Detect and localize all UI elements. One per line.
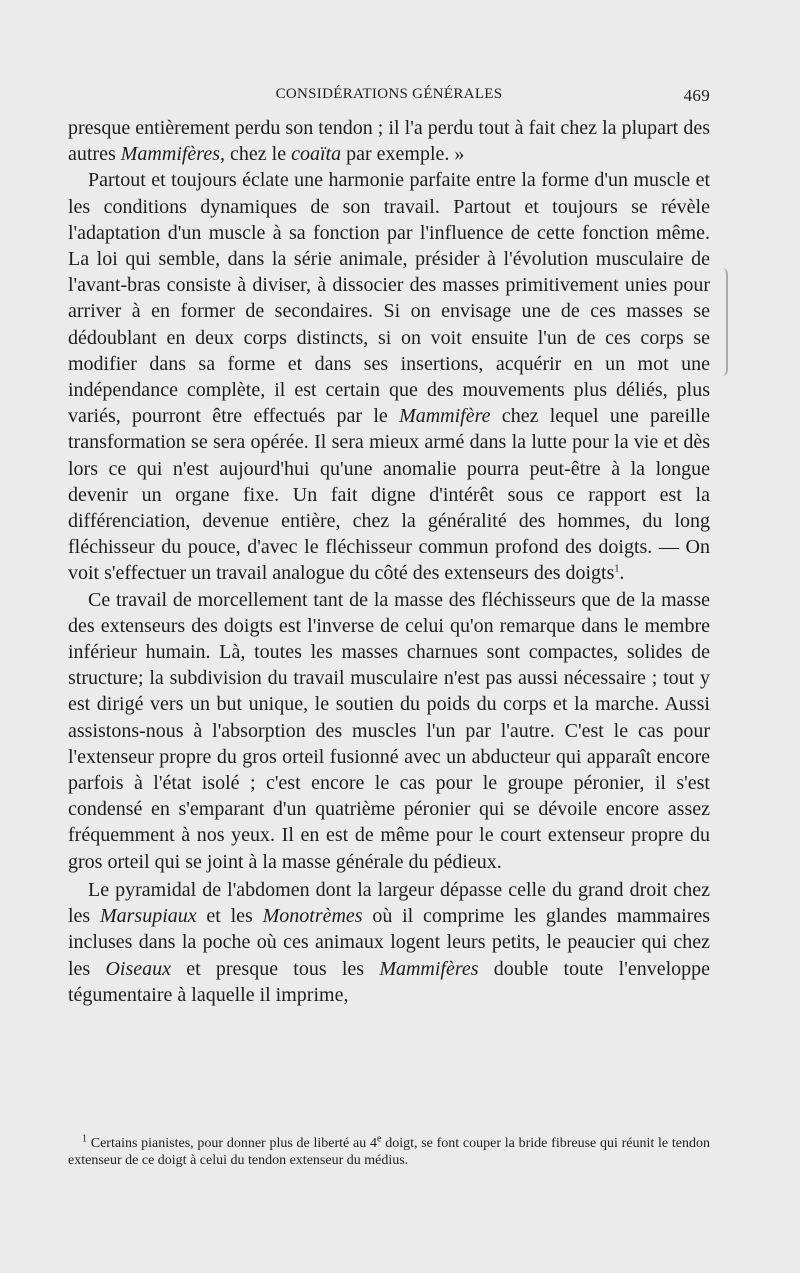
text-run: presque entièrement perdu son tendon ; il l'a perdu tout à fait chez la plupart des autres (68, 117, 710, 166)
italic-term: Mammifères (379, 957, 479, 980)
margin-pencil-mark (716, 268, 728, 376)
text-run: , chez le (220, 143, 292, 166)
page-number: 469 (683, 86, 710, 105)
paragraph (68, 587, 710, 875)
text-run: . (619, 562, 625, 585)
running-title: CONSIDÉRATIONS GÉNÉRALES (275, 86, 503, 102)
italic-term: Monotrèmes (262, 905, 363, 928)
text-run: chez lequel une pareille transformation se sera opérée. Il sera mieux armé dans la lutte pour la vie et dès lors ce qui n'est aujourd'hui qu'une anomalie pourra peut-être à la longue devenir un organe fixe. Un fait digne d'intérêt sous ce rapport est la différenciation, devenue entière, chez la généralité des hommes, du long fléchisseur du pouce, d'avec le fléchisseur commun profond des doigts. — On voit s'effectuer un travail analogue du côté des extenseurs des doigts (68, 405, 710, 585)
italic-term: Mammifère (399, 405, 491, 428)
text-run: double toute l'enveloppe tégumentaire à laquelle il imprime, (68, 957, 711, 1006)
italic-term: coaïta (291, 143, 342, 166)
body-text (68, 115, 710, 1008)
page-header (68, 86, 710, 108)
superscript: e (376, 1133, 382, 1145)
footnote-text (68, 1135, 710, 1169)
text-run: par exemple. » (341, 143, 465, 166)
text-run: et les (196, 905, 263, 928)
italic-term: Mammifères (120, 143, 221, 166)
paragraph (68, 167, 710, 586)
italic-term: Oiseaux (105, 957, 171, 980)
text-run: doigt, se font couper la bride fibreuse qui réunit le tendon extenseur de ce doigt à celui du tendon extenseur du médius. (68, 1136, 710, 1168)
paragraph (68, 877, 710, 1008)
text-run: Ce travail de morcellement tant de la masse des fléchisseurs que de la masse des extenseurs des doigts est l'inverse de celui qu'on remarque dans le membre inférieur humain. Là, toutes les masses charnues sont compactes, solides de structure; la subdivision du travail musculaire n'est pas aussi nécessaire ; tout y est dirigé vers un but unique, le soutien du poids du corps et la marche. Aussi assistons-nous à l'absorption des muscles l'un par l'autre. C'est le cas pour l'extenseur propre du gros orteil fusionné avec un abducteur qui apparaît encore parfois à l'état isolé ; c'est encore le cas pour le groupe péronier, il s'est condensé en s'emparant d'un quatrième péronier qui se dévoile encore assez fréquemment à nos yeux. Il en est de même pour le court extenseur propre du gros orteil qui se joint à la masse générale du pédieux. (68, 588, 710, 873)
text-run: Certains pianistes, pour donner plus de liberté au 4 (87, 1136, 377, 1151)
superscript: 1 (82, 1133, 87, 1145)
text-run: et presque tous les (171, 957, 380, 980)
text-run: où il comprime les glandes mammaires incluses dans la poche où ces animaux logent leurs petits, le peaucier qui chez les (68, 905, 710, 980)
text-run: Partout et toujours éclate une harmonie parfaite entre la forme d'un muscle et les conditions dynamiques de son travail. Partout et toujours se révèle l'adaptation d'un muscle à sa fonction par l'influence de cette fonction même. La loi qui semble, dans la série animale, présider à l'évolution musculaire de l'avant-bras consiste à diviser, à dissocier des masses primitivement unies pour arriver à en former de secondaires. Si on envisage une de ces masses se dédoublant en deux corps distincts, si on voit ensuite l'un de ces corps se modifier dans sa forme et dans ses insertions, acquérir en un mot une indépendance complète, il est certain que des mouvements plus déliés, plus variés, pourront être effectués par le (68, 169, 710, 428)
superscript: 1 (614, 563, 620, 575)
footnote (68, 1135, 710, 1169)
text-run: Le pyramidal de l'abdomen dont la largeur dépasse celle du grand droit chez les (68, 878, 710, 928)
italic-term: Marsupiaux (99, 905, 197, 928)
paragraph (68, 115, 710, 167)
